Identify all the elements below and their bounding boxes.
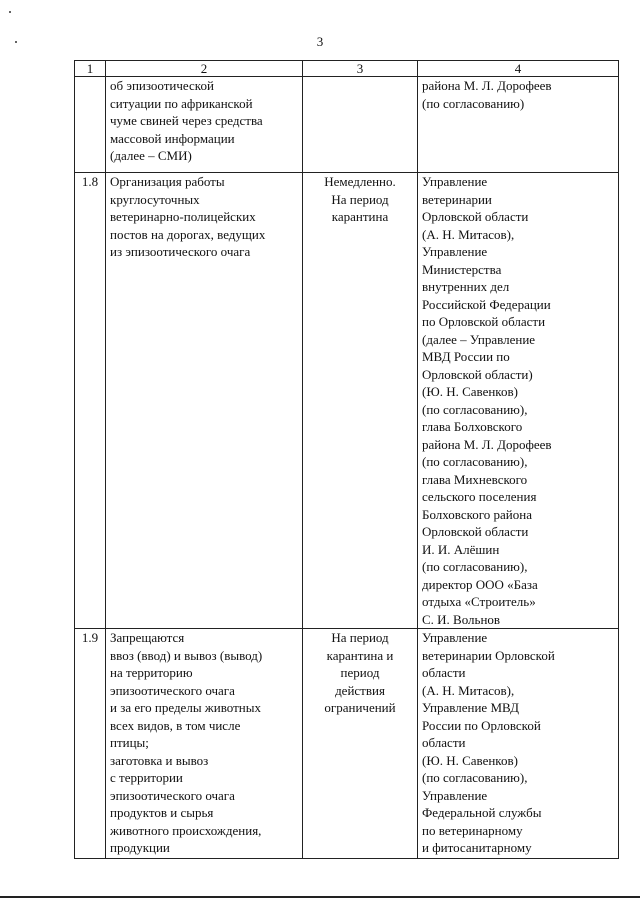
responsible-line: (Ю. Н. Савенков) (422, 384, 518, 399)
measure-line: эпизоотического очага (110, 787, 235, 803)
responsible-line: Управление (422, 174, 488, 189)
measure-line: массовой информации (110, 130, 235, 146)
measure-line: и за его пределы животных (110, 700, 261, 715)
responsible-line: Федеральной службы (422, 805, 542, 820)
term-cell (303, 77, 418, 173)
measure-line: продуктов и сырья (110, 805, 214, 820)
responsible-line: (А. Н. Митасов), (422, 226, 515, 242)
measure-cell (106, 629, 303, 859)
table-row (75, 173, 619, 629)
responsible-line: (далее – Управление (422, 331, 536, 347)
responsible-line: (по согласованию) (422, 95, 525, 111)
responsible-line: по ветеринарному (422, 822, 523, 838)
responsible-line: Российской Федерации (422, 296, 551, 312)
responsible-line: (по согласованию), (422, 454, 528, 469)
header-cell-4: 4 (418, 61, 619, 77)
header-cell-3: 3 (303, 61, 418, 77)
measure-line: Организация работы (110, 174, 225, 189)
measure-line: ветеринарно-полицейских (110, 209, 256, 224)
measure-line: птицы; (110, 735, 149, 750)
term-cell (303, 173, 418, 629)
responsible-line: района М. Л. Дорофеев (422, 436, 552, 452)
responsible-line: (по согласованию), (422, 401, 528, 417)
responsible-line: сельского поселения (422, 489, 537, 504)
responsible-line: области (422, 665, 466, 680)
term-line: Немедленно. (324, 174, 396, 189)
term-line: карантина (331, 209, 389, 224)
measure-line: заготовка и вывоз (110, 752, 209, 768)
measure-line: животного происхождения, (110, 822, 262, 838)
responsible-cell (418, 77, 619, 173)
measure-line: Запрещаются (110, 630, 185, 645)
responsible-line: внутренних дел (422, 279, 510, 294)
responsible-line: ветеринарии (422, 191, 492, 207)
responsible-line: Управление (422, 630, 488, 645)
row-number (75, 77, 106, 173)
term-line: На период (331, 630, 389, 645)
row-number: 1.9 (75, 629, 106, 859)
page-bottom-border (0, 896, 640, 898)
measure-line: из эпизоотического очага (110, 244, 251, 259)
responsible-line: отдыха «Строитель» (422, 594, 536, 609)
responsible-line: глава Болховского (422, 419, 523, 434)
measure-cell (106, 173, 303, 629)
responsible-line: глава Михневского (422, 471, 528, 487)
term-cell (303, 629, 418, 859)
responsible-line: (по согласованию), (422, 559, 528, 574)
responsible-line: Орловской области (422, 524, 529, 539)
table-row (75, 77, 619, 173)
responsible-line: района М. Л. Дорофеев (422, 78, 552, 93)
responsible-line: Орловской области (422, 209, 529, 224)
term-line: период (340, 665, 380, 680)
scan-artifact (9, 11, 11, 13)
responsible-line: ветеринарии Орловской (422, 647, 555, 663)
measure-line: на территорию (110, 665, 193, 680)
measure-line: круглосуточных (110, 191, 200, 207)
responsible-line: И. И. Алёшин (422, 541, 500, 557)
measure-line: всех видов, в том числе (110, 717, 241, 733)
measure-cell (106, 77, 303, 173)
responsible-cell (418, 173, 619, 629)
measure-line: об эпизоотической (110, 78, 214, 93)
term-line: На период (331, 191, 389, 207)
responsible-line: С. И. Вольнов (422, 611, 501, 627)
responsible-cell (418, 629, 619, 859)
measure-line: ввоз (ввод) и вывоз (вывод) (110, 647, 263, 663)
responsible-line: Управление (422, 787, 488, 803)
responsible-line: области (422, 735, 466, 750)
page-number: 3 (316, 34, 324, 49)
measure-line: постов на дорогах, ведущих (110, 226, 266, 242)
term-line: карантина и (326, 647, 394, 663)
responsible-line: Орловской области) (422, 366, 533, 382)
responsible-line: и фитосанитарному (422, 840, 532, 855)
measure-line: чуме свиней через средства (110, 113, 263, 128)
measures-table (74, 60, 619, 859)
responsible-line: Управление МВД (422, 700, 520, 715)
responsible-line: Болховского района (422, 506, 532, 522)
row-number: 1.8 (75, 173, 106, 629)
responsible-line: Управление (422, 244, 488, 259)
responsible-line: (А. Н. Митасов), (422, 682, 515, 698)
term-line: действия (335, 682, 385, 698)
responsible-line: России по Орловской (422, 717, 541, 733)
term-line: ограничений (324, 700, 396, 715)
responsible-line: МВД России по (422, 349, 510, 364)
table-row (75, 629, 619, 859)
header-cell-1: 1 (75, 61, 106, 77)
measure-line: продукции (110, 840, 170, 855)
responsible-line: директор ООО «База (422, 576, 538, 592)
measure-line: с территории (110, 770, 183, 785)
measure-line: эпизоотического очага (110, 682, 235, 698)
header-cell-2: 2 (106, 61, 303, 77)
responsible-line: (Ю. Н. Савенков) (422, 752, 518, 768)
responsible-line: (по согласованию), (422, 770, 528, 785)
responsible-line: Министерства (422, 261, 502, 277)
measure-line: (далее – СМИ) (110, 148, 192, 163)
table-header-row (75, 61, 619, 77)
measure-line: ситуации по африканской (110, 95, 253, 111)
responsible-line: по Орловской области (422, 314, 546, 329)
